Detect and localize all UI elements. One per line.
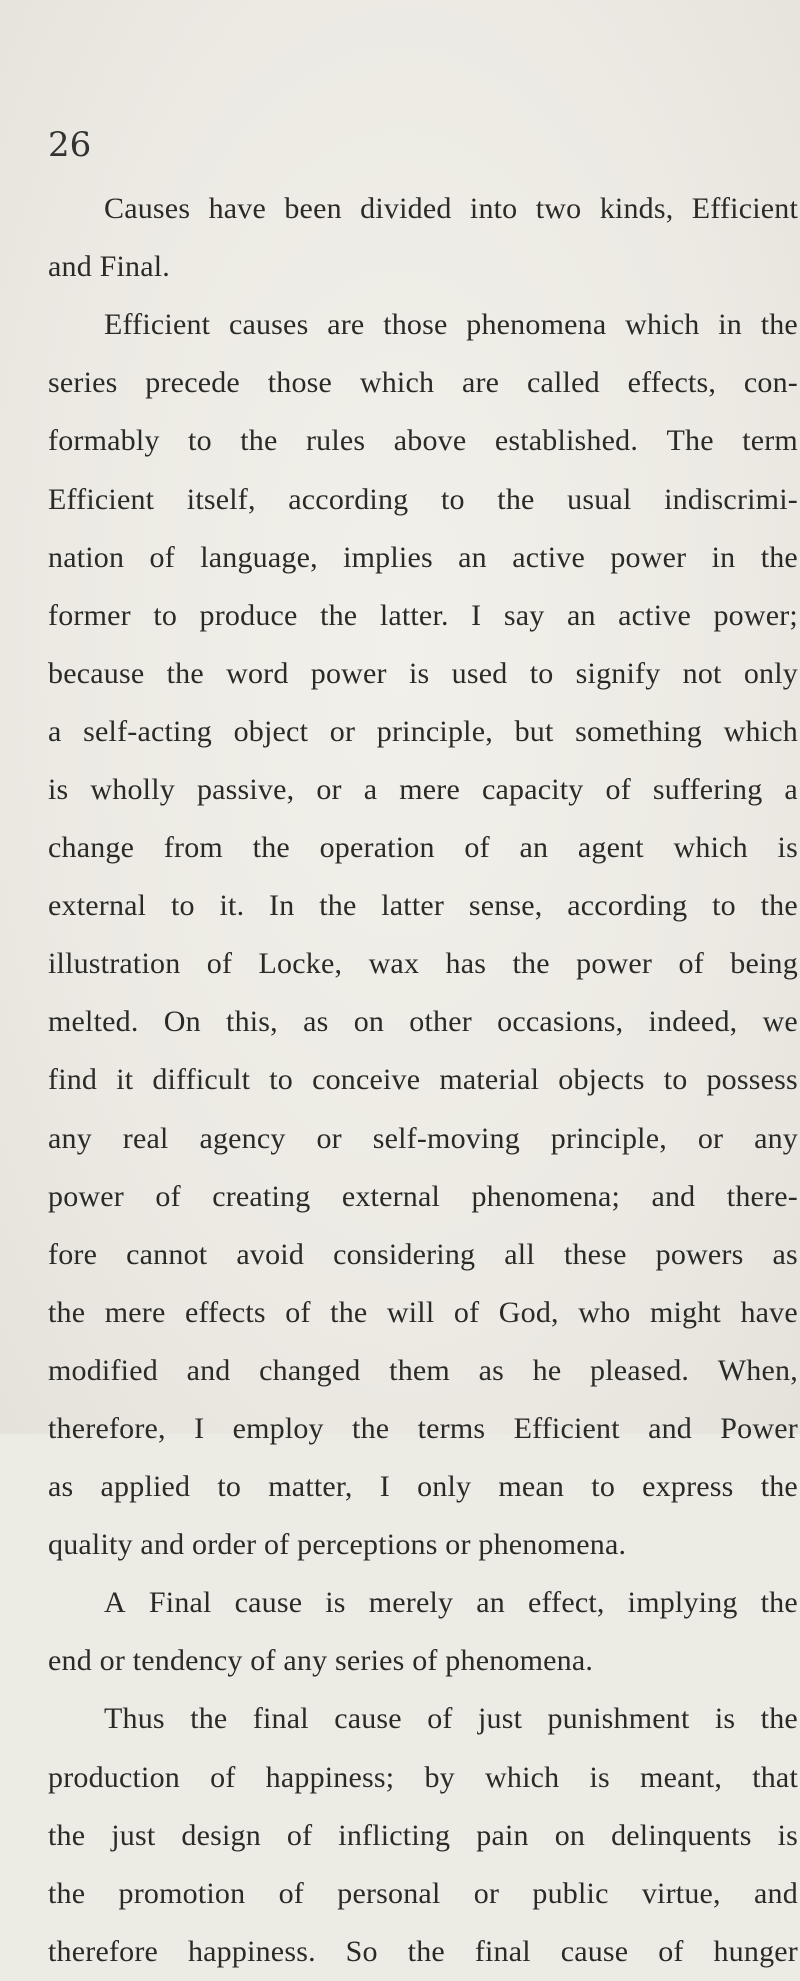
text-line: modified and changed them as he pleased. When,: [48, 1353, 798, 1387]
text-line: a self-acting object or principle, but something which: [48, 714, 798, 748]
text-line: melted. On this, as on other occasions, indeed, we: [48, 1005, 798, 1039]
text-line: and Final.: [48, 250, 170, 284]
text-line: nation of language, implies an active power in the: [48, 540, 798, 574]
text-line: series precede those which are called effects, con-: [48, 366, 798, 400]
text-line: therefore, I employ the terms Efficient and Power: [48, 1412, 798, 1446]
text-line: quality and order of perceptions or phenomena.: [48, 1528, 627, 1562]
text-line: Efficient itself, according to the usual indiscrimi-: [48, 482, 798, 516]
page-number: 26: [48, 125, 92, 165]
text-line: Thus the final cause of just punishment is the: [104, 1702, 798, 1736]
text-line: illustration of Locke, wax has the power of being: [48, 947, 798, 981]
text-line: Efficient causes are those phenomena which in the: [104, 308, 798, 342]
text-line: the mere effects of the will of God, who might have: [48, 1295, 798, 1329]
text-line: change from the operation of an agent which is: [48, 831, 798, 865]
text-line: find it difficult to conceive material objects to possess: [48, 1063, 798, 1097]
text-line: external to it. In the latter sense, according to the: [48, 889, 798, 923]
text-line: fore cannot avoid considering all these powers as: [48, 1237, 798, 1271]
text-line: A Final cause is merely an effect, implying the: [104, 1586, 798, 1620]
text-line: Causes have been divided into two kinds, Efficient: [104, 192, 798, 226]
text-line: the just design of inflicting pain on delinquents is: [48, 1818, 798, 1852]
text-line: production of happiness; by which is meant, that: [48, 1760, 798, 1794]
text-line: end or tendency of any series of phenomena.: [48, 1644, 594, 1678]
text-line: therefore happiness. So the final cause of hunger: [48, 1934, 798, 1968]
text-line: as applied to matter, I only mean to express the: [48, 1470, 798, 1504]
text-line: is wholly passive, or a mere capacity of suffering a: [48, 772, 798, 806]
text-line: former to produce the latter. I say an active power;: [48, 598, 798, 632]
text-line: formably to the rules above established. The term: [48, 424, 798, 458]
text-line: any real agency or self-moving principle, or any: [48, 1121, 798, 1155]
text-line: because the word power is used to signify not only: [48, 656, 798, 690]
body-text: [48, 180, 798, 1981]
text-line: the promotion of personal or public virtue, and: [48, 1876, 798, 1910]
text-line: power of creating external phenomena; and there-: [48, 1179, 798, 1213]
